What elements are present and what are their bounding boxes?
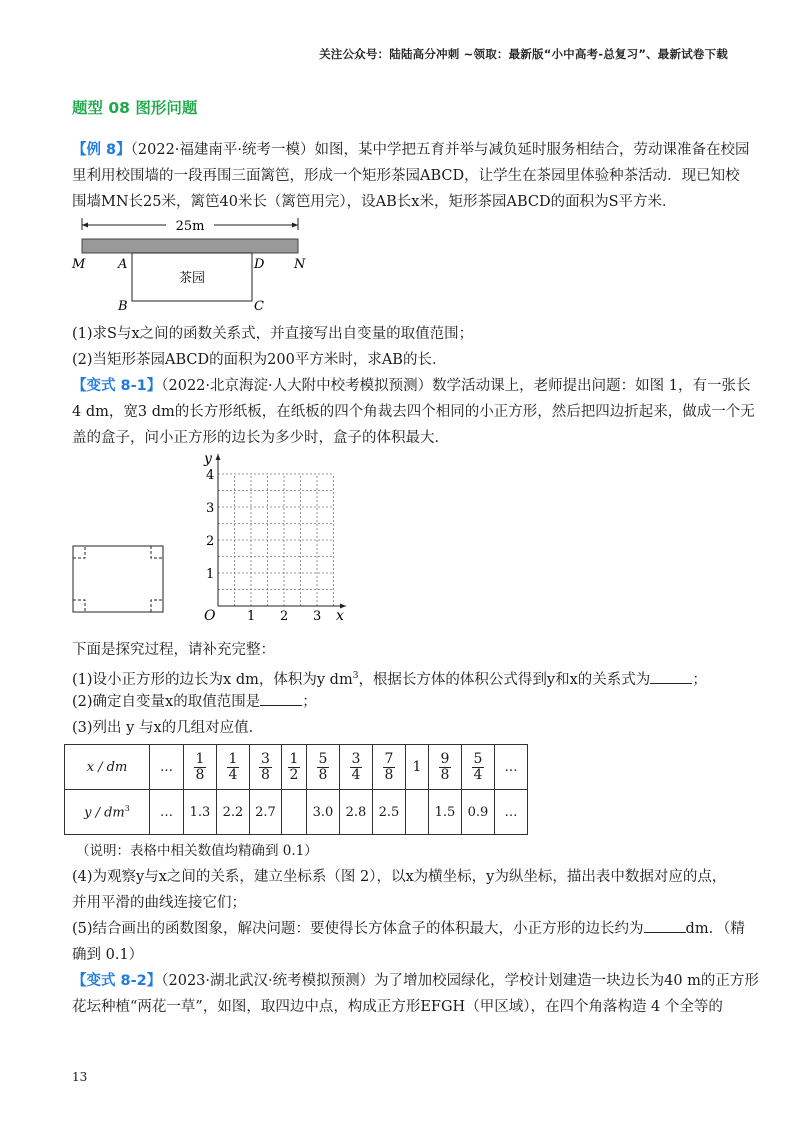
answer-blank-1 <box>650 669 692 684</box>
fraction: $\frac{7}{8}$ <box>384 750 394 783</box>
table-cell <box>462 745 495 790</box>
answer-blank-5 <box>644 918 686 933</box>
point-N: N <box>294 257 306 272</box>
table-cell <box>429 745 462 790</box>
variant81-line3: 盖的盒子，问小正方形的边长为多少时，盒子的体积最大． <box>72 430 449 446</box>
variant81-q4a: (4)为观察y与x之间的关系，建立坐标系（图 2），以x为横坐标，y为纵坐标，描出表中数据对应的点， <box>72 869 727 885</box>
table-cell <box>406 790 429 835</box>
fraction: $\frac{3}{4}$ <box>351 750 361 783</box>
cardboard-figure-1 <box>72 543 166 615</box>
variant81-intro: 下面是探究过程，请补充完整： <box>72 642 275 658</box>
table-cell <box>340 745 373 790</box>
x-tick-label: 1 <box>247 609 256 624</box>
table-cell: … <box>495 790 528 835</box>
y-tick-label: 2 <box>206 534 215 549</box>
fraction: $\frac{9}{8}$ <box>440 750 450 783</box>
x-tick-label: 3 <box>313 609 322 624</box>
table-cell: 1 <box>406 745 429 790</box>
table-row <box>65 745 528 790</box>
table-cell: … <box>150 790 184 835</box>
variant81-q3: (3)列出 y 与x的几组对应值． <box>72 720 264 736</box>
table-cell: 2.2 <box>217 790 250 835</box>
fraction: $\frac{1}{4}$ <box>228 750 238 783</box>
answer-blank-2 <box>260 691 302 706</box>
point-B: B <box>118 299 128 314</box>
fraction: $\frac{1}{2}$ <box>289 750 299 783</box>
fraction: $\frac{1}{8}$ <box>195 750 205 783</box>
example8-line3: 围墙MN长25米，篱笆40米长（篱笆用完），设AB长x米，矩形茶园ABCD的面积为S平方米． <box>72 194 677 210</box>
variant81-line1: 【变式 8-1】（2022·北京海淀·人大附中校考模拟预测）数学活动课上，老师提出问题：如图 1，有一张长 <box>72 378 751 394</box>
table-row <box>65 790 528 835</box>
x-tick-label: 2 <box>280 609 289 624</box>
coordinate-grid-figure-2 <box>196 448 350 626</box>
fraction: $\frac{3}{8}$ <box>261 750 270 783</box>
variant81-q5: (5)结合画出的函数图象，解决问题：要使得长方体盒子的体积最大，小正方形的边长约为 dm．（精 <box>72 916 732 942</box>
variant82-tag: 【变式 8-2】 <box>72 973 162 989</box>
row-header-y: y / $dm^3$ <box>65 790 150 835</box>
table-cell <box>184 745 217 790</box>
point-A: A <box>118 257 128 272</box>
table-cell <box>282 745 307 790</box>
row-header-x: x / dm <box>65 745 150 790</box>
page-header: 关注公众号：陆陆高分冲刺 ~领取：最新版“小中高考-总复习”、最新试卷下载 <box>319 47 728 61</box>
example8-q1: (1)求S与x之间的函数关系式，并直接写出自变量的取值范围； <box>72 326 474 342</box>
variant81-line2: 4 dm，宽3 dm的长方形纸板，在纸板的四个角裁去四个相同的小正方形，然后把四边折起来，做成一个无 <box>72 404 755 420</box>
table-cell: 2.5 <box>373 790 406 835</box>
variant81-q4b: 并用平滑的曲线连接它们； <box>72 895 246 911</box>
variant81-tag: 【变式 8-1】 <box>72 378 162 394</box>
section-title: 题型 08 图形问题 <box>72 99 198 117</box>
variant81-q1: (1)设小正方形的边长为x dm，体积为y $dm^3$，根据长方体的体积公式得到y和x的关系式为 ； <box>72 663 732 693</box>
point-D: D <box>254 257 265 272</box>
table-note: （说明：表格中相关数值均精确到 0.1） <box>76 843 318 859</box>
garden-label: 茶园 <box>178 271 206 286</box>
fence-figure <box>70 214 320 318</box>
length-label: 25m <box>175 219 205 234</box>
variant81-q2: (2)确定自变量x的取值范围是 ； <box>72 689 732 715</box>
school-wall <box>82 239 298 253</box>
table-cell <box>282 790 307 835</box>
page-number: 13 <box>72 1070 88 1084</box>
table-cell: … <box>495 745 528 790</box>
variant82-line1: 【变式 8-2】（2023·湖北武汉·统考模拟预测）为了增加校园绿化，学校计划建造一块边长为40 m的正方形 <box>72 973 759 989</box>
table-cell: 1.3 <box>184 790 217 835</box>
table-cell <box>250 745 282 790</box>
example8-line1: 【例 8】（2022·福建南平·统考一模）如图，某中学把五育并举与减负延时服务相结合，劳动课准备在校园 <box>72 142 750 158</box>
point-C: C <box>254 299 264 314</box>
example8-q2: (2)当矩形茶园ABCD的面积为200平方米时，求AB的长． <box>72 352 447 368</box>
table-cell: 2.8 <box>340 790 373 835</box>
y-tick-label: 3 <box>206 501 215 516</box>
y-axis-label: y <box>204 451 212 467</box>
variant82-line2: 花坛种植“两花一草”，如图，取四边中点，构成正方形EFGH（甲区域），在四个角落构造 4 个全等的 <box>72 999 723 1015</box>
example8-line2: 里利用校围墙的一段再围三面篱笆，形成一个矩形茶园ABCD，让学生在茶园里体验种茶活动．现已知校 <box>72 168 740 184</box>
table-cell <box>373 745 406 790</box>
x-axis-label: x <box>336 608 344 624</box>
value-table <box>64 744 528 835</box>
table-cell: 2.7 <box>250 790 282 835</box>
example8-tag: 【例 8】 <box>72 142 131 158</box>
origin-label: O <box>204 608 216 624</box>
table-cell <box>217 745 250 790</box>
fraction: $\frac{5}{4}$ <box>473 750 483 783</box>
table-cell: … <box>150 745 184 790</box>
fraction: $\frac{5}{8}$ <box>318 750 328 783</box>
variant81-q5c: 确到 0.1） <box>72 947 144 963</box>
table-cell: 1.5 <box>429 790 462 835</box>
table-cell <box>307 745 340 790</box>
point-M: M <box>72 257 86 272</box>
table-cell: 3.0 <box>307 790 340 835</box>
y-tick-label: 1 <box>206 567 215 582</box>
y-tick-label: 4 <box>206 468 215 483</box>
table-cell: 0.9 <box>462 790 495 835</box>
